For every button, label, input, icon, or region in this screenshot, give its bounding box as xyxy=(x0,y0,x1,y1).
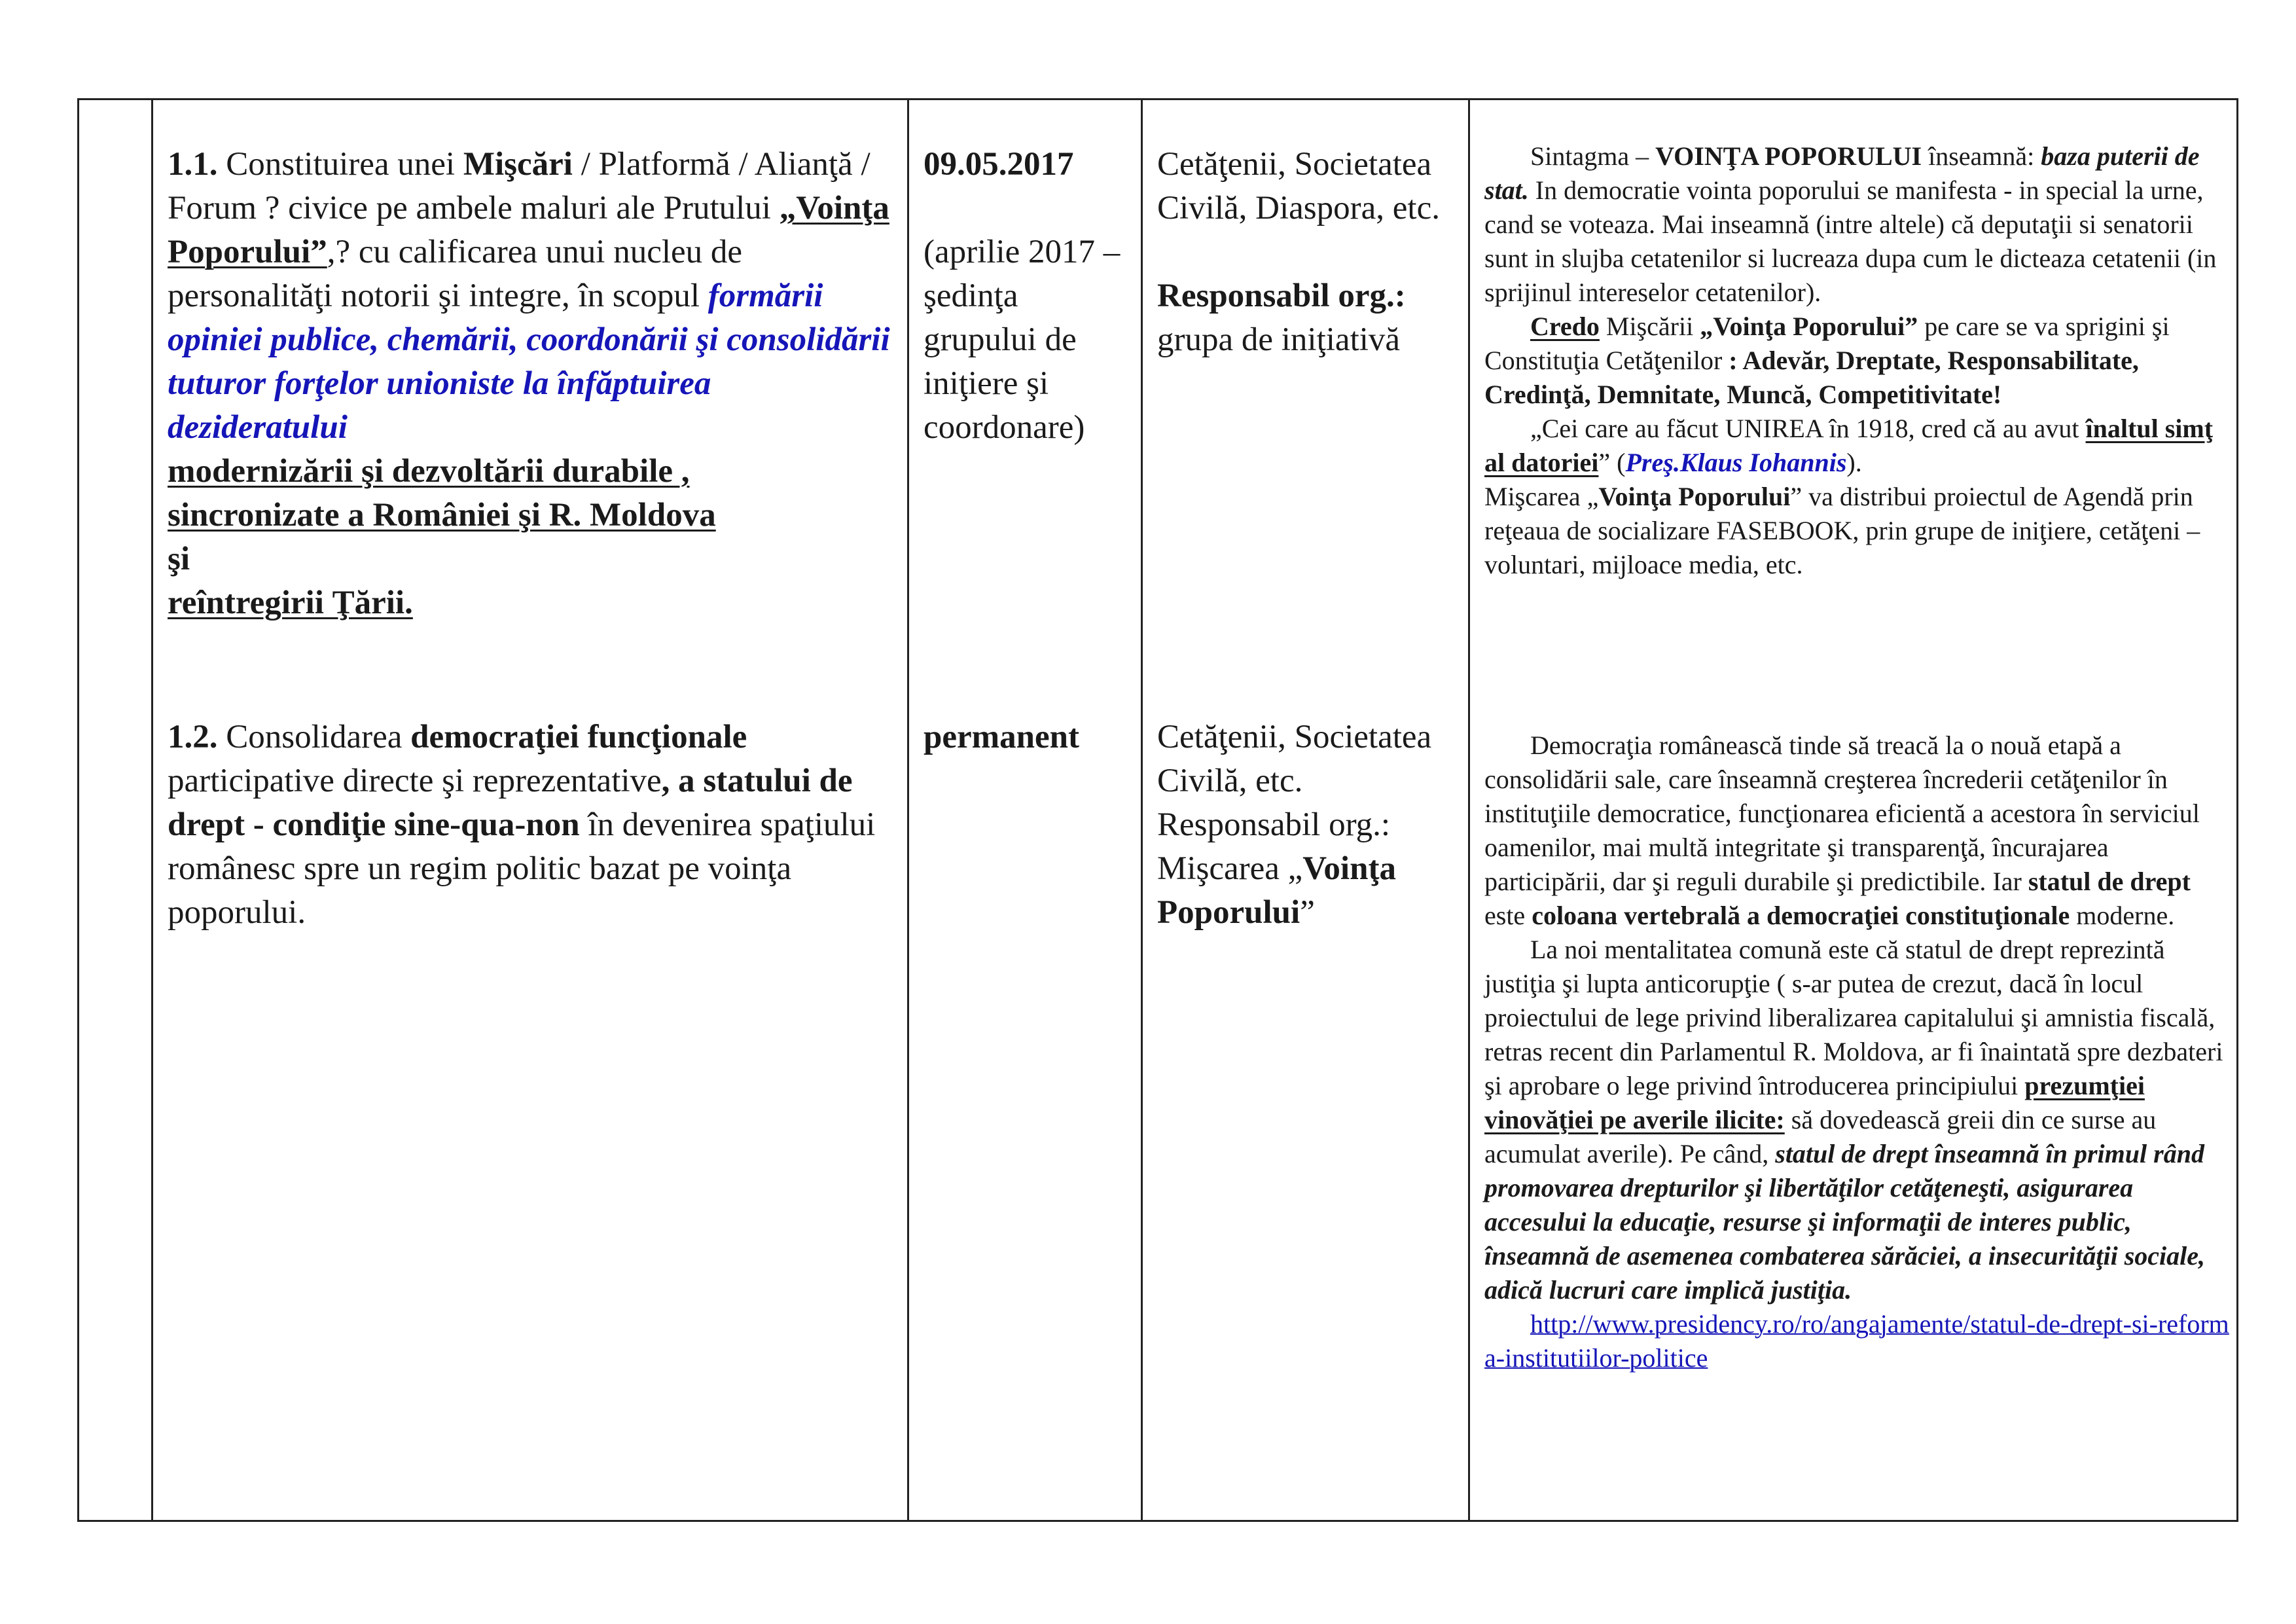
comment-paragraph xyxy=(1484,1307,2231,1375)
actors-1-1: Cetăţenii, Societatea Civilă, Diaspora, etc. Responsabil org.: grupa de iniţiativă xyxy=(1157,146,1440,358)
term-1-2: permanent xyxy=(924,719,1079,755)
goal-1-1: 1.1. Constituirea unei Mişcări / Platformă / Alianţă / Forum ? civice pe ambele maluri ale Prutului „Voinţa Poporului”,? cu calificarea unui nucleu de personalităţi notorii şi integre, în scopul formării opiniei publice, chemării, coordonării şi consolidării tuturor forţelor unioniste la înfăptuirea dezideratului modernizării şi dezvoltării durabile , sincronizate a României şi R. Moldova şi reîntregirii Ţării. xyxy=(168,146,890,621)
term-date: 09.05.2017 xyxy=(924,146,1074,183)
responsible-label: Responsabil org.: xyxy=(1157,806,1391,843)
comment-1-2 xyxy=(1484,729,2231,1375)
goal-number: 1.2. xyxy=(168,719,218,755)
comment-paragraph: La noi mentalitatea comună este că statul de drept reprezintă justiţia şi lupta anticorupţie ( s-ar putea de crezut, dacă în locul proiectului de lege privind liberalizarea capitalului şi amnistia fiscală, retras recent din Parlamentul R. Moldova, ar fi înaintată spre dezbateri şi aprobare o lege privind întroducerea principiului prezumţiei vinovăţiei pe averile ilicite: să dovedească greii din ce surse au acumulat averile). Pe când, statul de drept înseamnă în primul rând promovarea drepturilor şi libertăţilor cetăţeneşti, asigurarea accesului la educaţie, resurse şi informaţii de interes public, înseamnă de asemenea combaterea sărăciei, a insecurităţii sociale, adică lucruri care implică justiţia. xyxy=(1484,935,2223,1305)
actors-column-cell xyxy=(1142,99,1469,1521)
index-column-cell xyxy=(79,99,152,1521)
goals-column-cell xyxy=(152,99,908,1521)
comment-paragraph: Credo Mişcării „Voinţa Poporului” pe care se va sprigini şi Constituţia Cetăţenilor : Adevăr, Dreptate, Responsabilitate, Credinţă, Demnitate, Muncă, Competitivitate! xyxy=(1484,312,2170,409)
comment-paragraph: Sintagma – VOINŢA POPORULUI înseamnă: baza puterii de stat. In democratie vointa poporului se manifesta - in special la urne, cand se voteaza. Mai inseamnă (intre altele) că deputaţii si senatorii sunt in slujba cetatenilor si lucreaza dupa cum le dicteaza cetatenii (in sprijinul intereselor cetatenilor). xyxy=(1484,141,2217,307)
term-1-1 xyxy=(924,143,1133,450)
goal-1-2: 1.2. Consolidarea democraţiei funcţionale participative directe şi reprezentative, a statului de drept - condiţie sine-qua-non în devenirea spaţiului românesc spre un regim politic bazat pe voinţa poporului. xyxy=(168,719,876,931)
table-row xyxy=(79,99,2238,1521)
presidency-link[interactable]: http://www.presidency.ro/ro/angajamente/statul-de-drept-si-reforma-institutiilor-politice xyxy=(1484,1309,2229,1373)
comment-paragraph: Mişcarea „Voinţa Poporului” va distribui proiectul de Agendă prin reţeaua de socializare FASEBOOK, prin grupe de iniţiere, cetăţeni – voluntari, mijloace media, etc. xyxy=(1484,482,2200,579)
comment-paragraph: „Cei care au făcut UNIREA în 1918, cred că au avut înaltul simţ al datoriei” (Preş.Klaus Iohannis). xyxy=(1484,414,2214,477)
responsible-label: Responsabil org.: xyxy=(1157,278,1406,314)
term-column-cell xyxy=(908,99,1142,1521)
goal-number: 1.1. xyxy=(168,146,218,183)
term-note: (aprilie 2017 – şedinţa grupului de iniţiere şi coordonare) xyxy=(924,234,1121,446)
comments-column-cell xyxy=(1469,99,2238,1521)
comment-1-1 xyxy=(1484,139,2231,582)
comment-paragraph: Democraţia românească tinde să treacă la o nouă etapă a consolidării sale, care înseamnă creşterea încrederii cetăţenilor în instituţiile democratice, funcţionarea eficientă a acestora în serviciul oamenilor, mai multă integritate şi transparenţă, încurajarea participării, dar şi reguli durabile şi predictibile. Iar statul de drept este coloana vertebrală a democraţiei constituţionale moderne. xyxy=(1484,731,2200,930)
actors-1-2: Cetăţenii, Societatea Civilă, etc. Responsabil org.: Mişcarea „Voinţa Poporului” xyxy=(1157,715,1462,935)
agenda-table xyxy=(77,98,2238,1522)
